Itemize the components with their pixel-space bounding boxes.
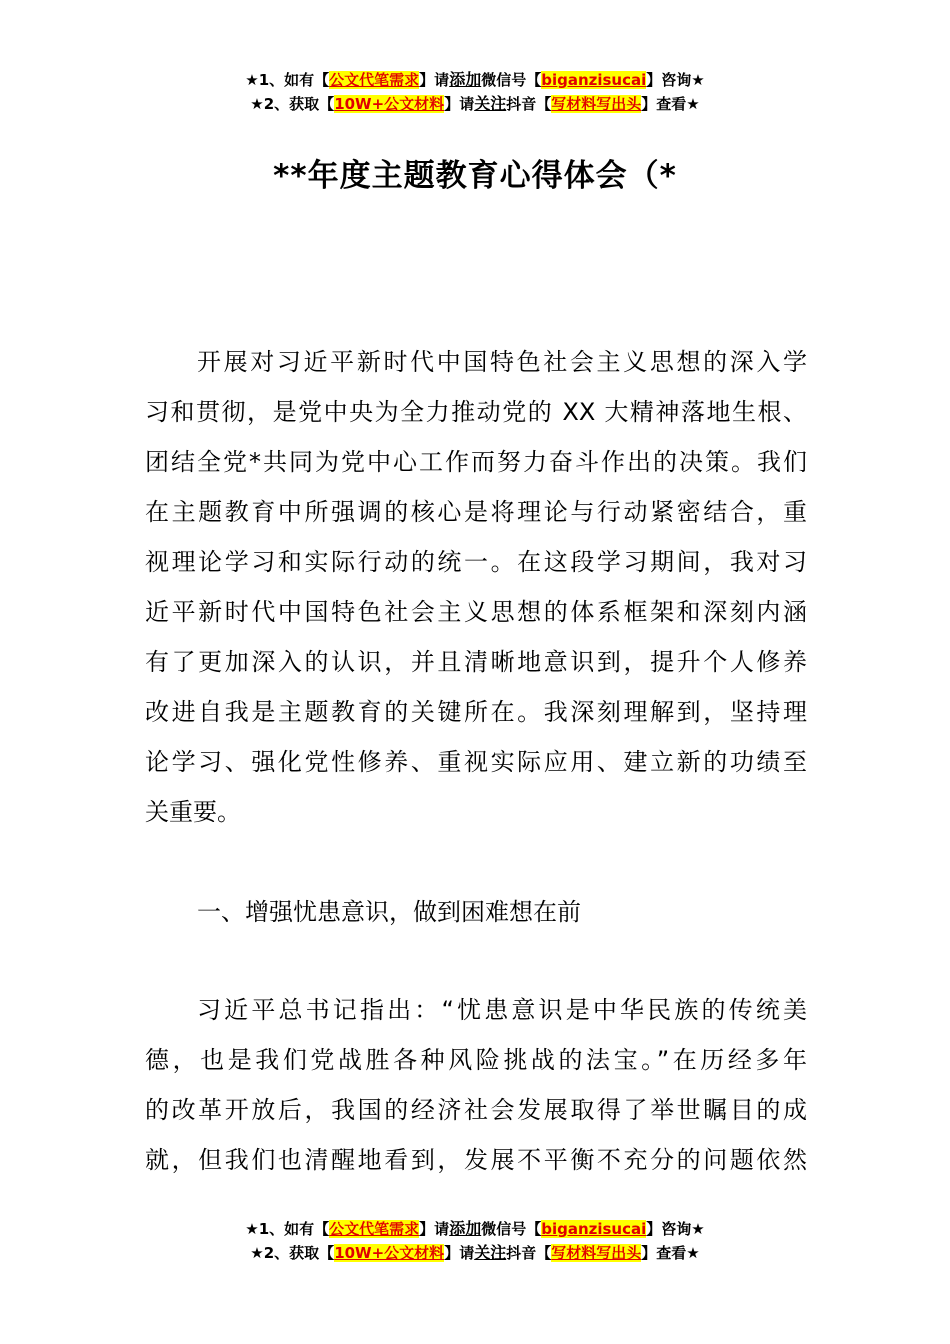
banner-text: ★1、如有【	[245, 71, 330, 89]
banner-text: 】咨询★	[646, 71, 705, 89]
text-line: 有了更加深入的认识，并且清晰地意识到，提升个人修养	[145, 648, 807, 676]
banner-text: 微信号【	[481, 71, 542, 89]
document-title: **年度主题教育心得体会（*	[273, 158, 677, 194]
banner-text: 微信号【	[481, 1220, 542, 1238]
banner-underline: 关注	[474, 1243, 507, 1262]
heading-text: 一、增强忧患意识，做到困难想在前	[197, 898, 581, 926]
banner-highlight: biganzisucai	[541, 71, 647, 89]
paragraph-section-1	[145, 985, 807, 1185]
banner-highlight: 写材料写出头	[551, 1244, 642, 1262]
banner-line-1	[0, 68, 950, 92]
banner-text: ★1、如有【	[245, 1220, 330, 1238]
banner-highlight: 10W+公文材料	[334, 95, 445, 113]
banner-text: ★2、获取【	[250, 1244, 335, 1262]
banner-underline: 关注	[474, 94, 507, 113]
text-line: 在主题教育中所强调的核心是将理论与行动紧密结合，重	[145, 498, 807, 526]
text-line: 团结全党*共同为党中心工作而努力奋斗作出的决策。我们	[145, 448, 807, 476]
banner-line-2	[0, 92, 950, 116]
text-line: 习近平总书记指出：“忧患意识是中华民族的传统美	[197, 996, 807, 1024]
text-line: 的改革开放后，我国的经济社会发展取得了举世瞩目的成	[145, 1096, 807, 1124]
banner-highlight: 公文代笔需求	[329, 1220, 420, 1238]
banner-text: 】查看★	[641, 95, 700, 113]
banner-line-2	[0, 1241, 950, 1265]
text-line: 开展对习近平新时代中国特色社会主义思想的深入学	[197, 348, 807, 376]
text-line: 论学习、强化党性修养、重视实际应用、建立新的功绩至	[145, 748, 807, 776]
section-heading	[145, 887, 807, 937]
text-line: 视理论学习和实际行动的统一。在这段学习期间，我对习	[145, 548, 807, 576]
text-line: 关重要。	[145, 798, 241, 826]
bottom-banner	[0, 1217, 950, 1265]
banner-text: 】请	[444, 95, 475, 113]
banner-highlight: 写材料写出头	[551, 95, 642, 113]
top-banner	[0, 68, 950, 116]
banner-text: 】请	[419, 1220, 450, 1238]
banner-text: 抖音【	[506, 1244, 552, 1262]
banner-highlight: biganzisucai	[541, 1220, 647, 1238]
banner-text: 】请	[444, 1244, 475, 1262]
banner-highlight: 公文代笔需求	[329, 71, 420, 89]
banner-text: 抖音【	[506, 95, 552, 113]
text-line: 就，但我们也清醒地看到，发展不平衡不充分的问题依然	[145, 1146, 807, 1174]
banner-underline: 添加	[449, 70, 482, 89]
text-line: 习和贯彻，是党中央为全力推动党的 XX 大精神落地生根、	[145, 398, 807, 426]
banner-text: ★2、获取【	[250, 95, 335, 113]
banner-line-1	[0, 1217, 950, 1241]
banner-text: 】查看★	[641, 1244, 700, 1262]
banner-highlight: 10W+公文材料	[334, 1244, 445, 1262]
banner-text: 】咨询★	[646, 1220, 705, 1238]
banner-underline: 添加	[449, 1219, 482, 1238]
text-line: 德，也是我们党战胜各种风险挑战的法宝。”在历经多年	[145, 1046, 807, 1074]
paragraph-intro	[145, 337, 807, 837]
text-line: 近平新时代中国特色社会主义思想的体系框架和深刻内涵	[145, 598, 807, 626]
text-line: 改进自我是主题教育的关键所在。我深刻理解到，坚持理	[145, 698, 807, 726]
banner-text: 】请	[419, 71, 450, 89]
